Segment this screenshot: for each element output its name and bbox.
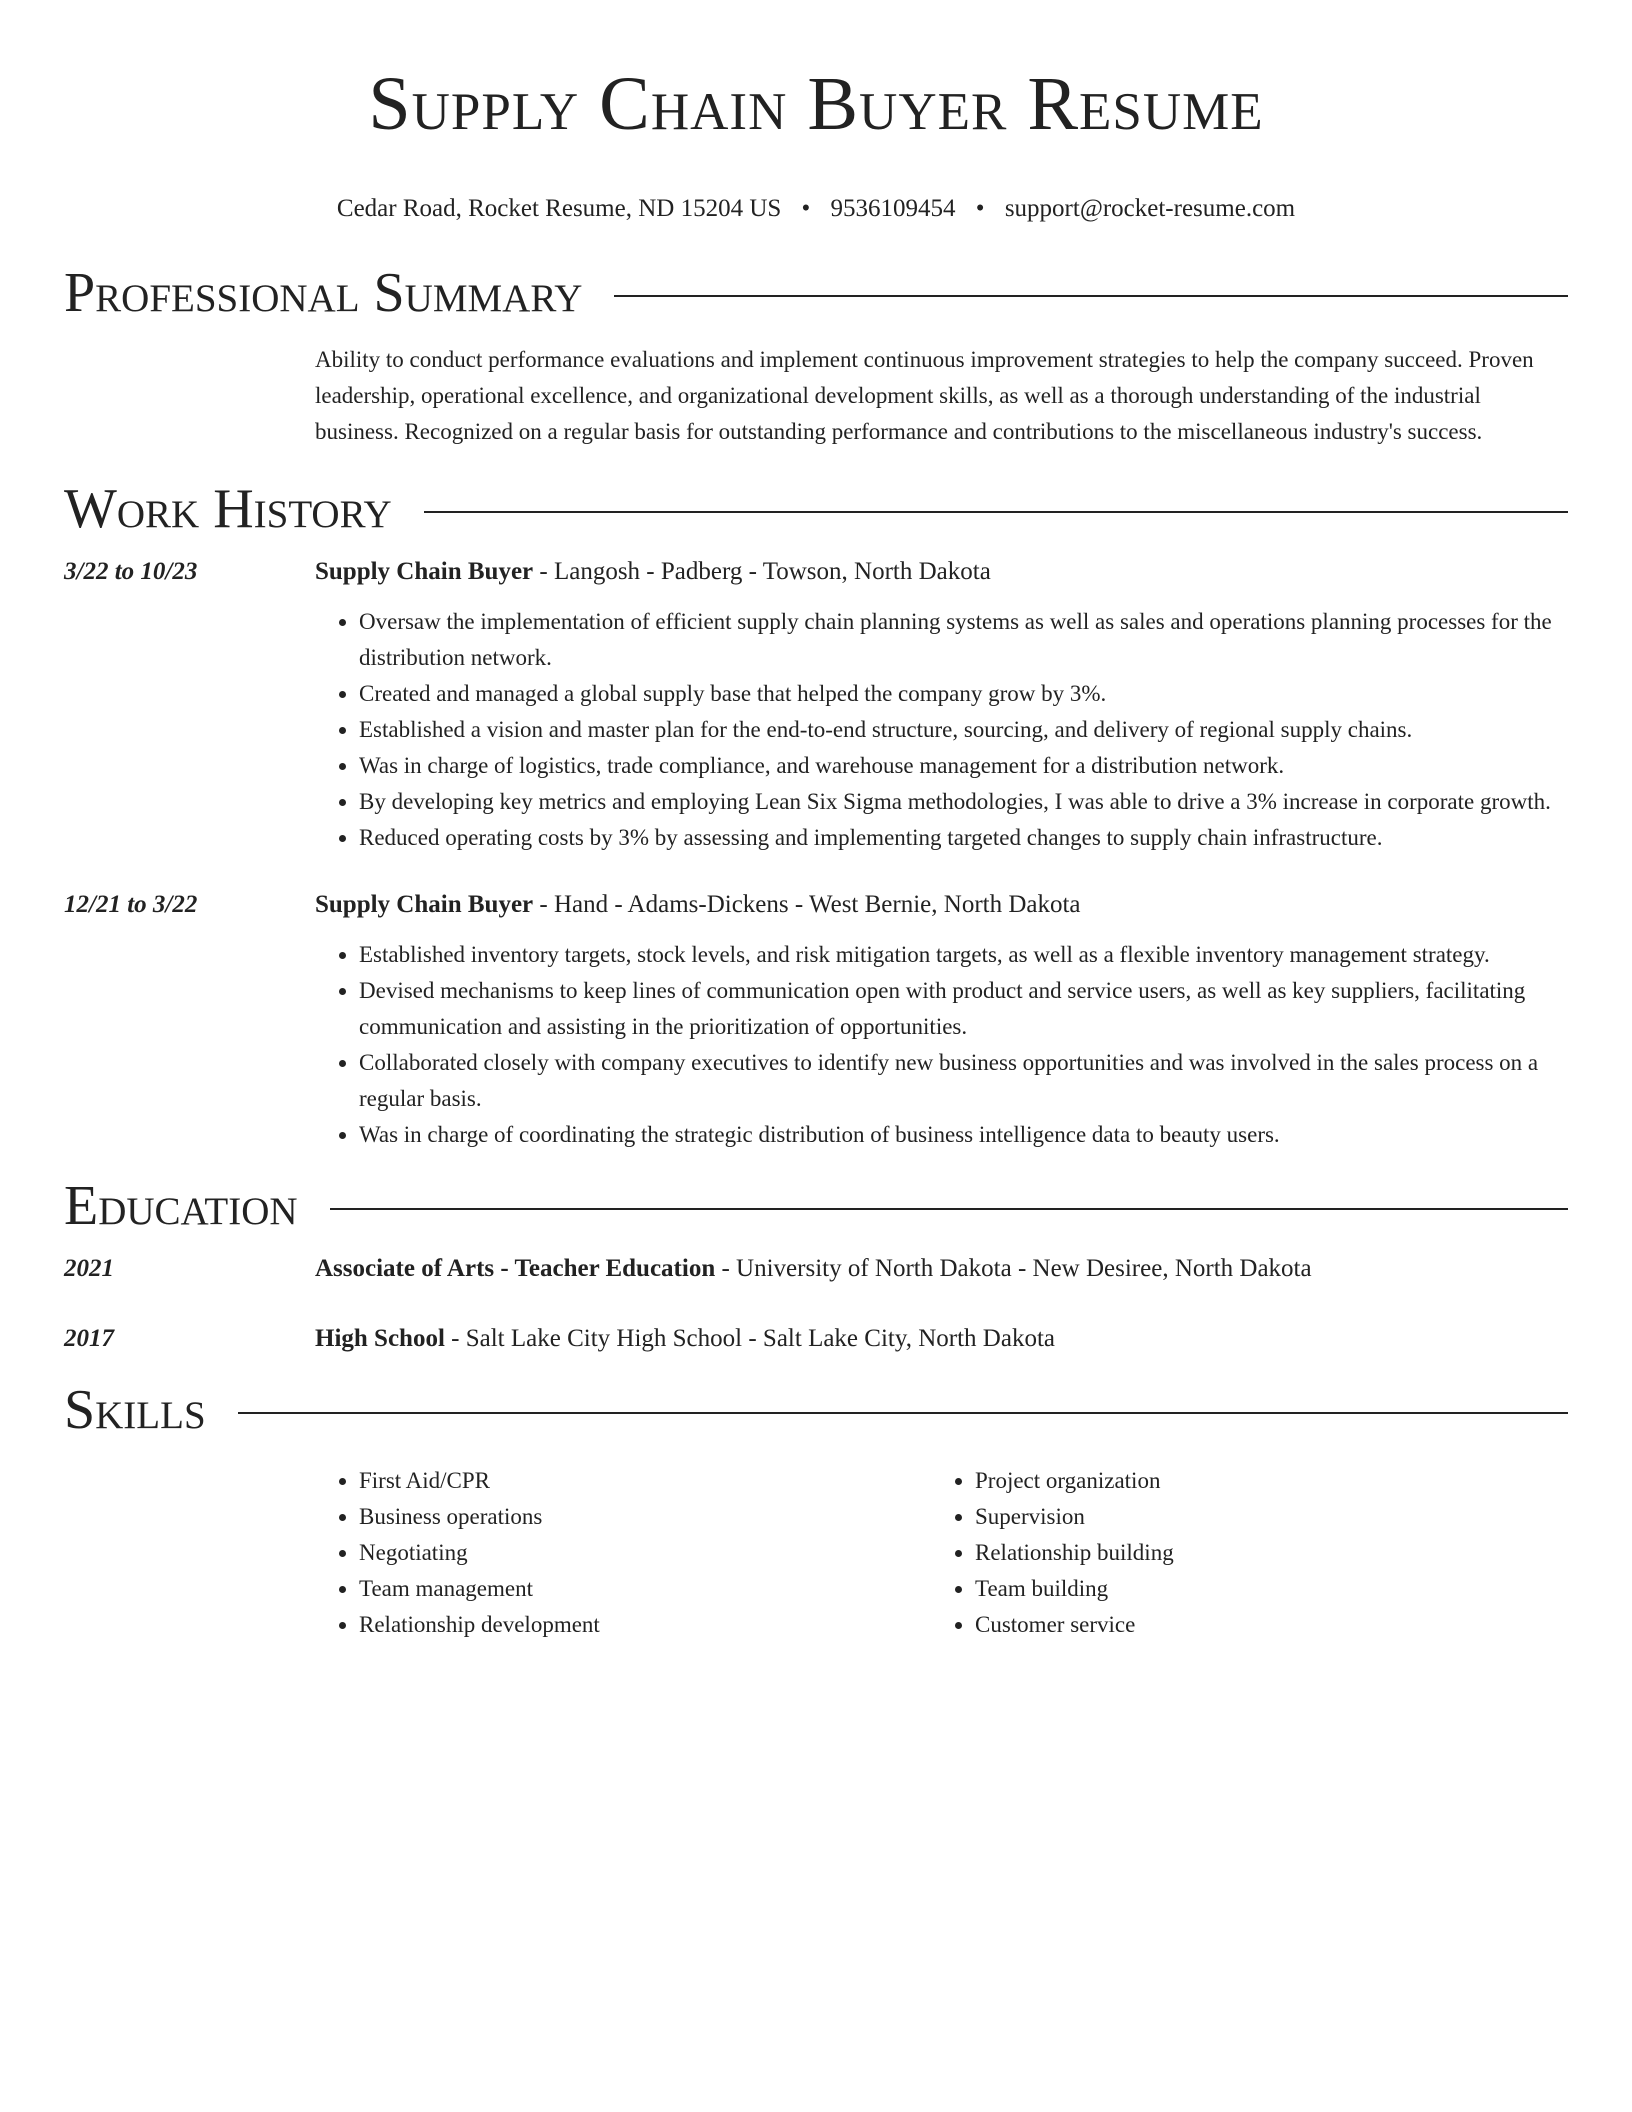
skill-item: • Business operations: [359, 1499, 931, 1535]
section-divider: [238, 1412, 1568, 1414]
section-divider: [424, 511, 1568, 513]
education-header: [315, 1251, 1568, 1287]
skill-item: • Project organization: [975, 1463, 1547, 1499]
job-header: [315, 887, 1568, 923]
job-bullet: • By developing key metrics and employing Lean Six Sigma methodologies, I was able to drive a 3% increase in corporate growth.: [359, 784, 1568, 820]
skill-item: • Relationship development: [359, 1607, 931, 1643]
education-header: [315, 1321, 1568, 1357]
section-title-education: Education: [64, 1175, 298, 1237]
education-entry: [64, 1321, 1568, 1357]
job-title: Supply Chain Buyer: [315, 558, 534, 585]
contact-separator: •: [975, 195, 985, 222]
skill-item: • First Aid/CPR: [359, 1463, 931, 1499]
contact-separator: •: [801, 195, 811, 222]
education-details: - University of North Dakota - New Desiree, North Dakota: [715, 1255, 1312, 1282]
education-degree: High School: [315, 1325, 445, 1352]
job-bullets: [315, 937, 1568, 1153]
job-body: [315, 887, 1568, 1153]
education-body: [315, 1321, 1568, 1357]
summary-text: Ability to conduct performance evaluations and implement continuous improvement strategies to help the company succeed. Proven leadership, operational excellence, and organizational development skills, as well as a thorough understanding of the industrial business. Recognized on a regular basis for outstanding performance and contributions to the miscellaneous industry's success.: [315, 347, 1534, 444]
job-details: - Hand - Adams-Dickens - West Bernie, North Dakota: [533, 891, 1081, 918]
contact-address: Cedar Road, Rocket Resume, ND 15204 US: [336, 195, 782, 222]
job-dates: 3/22 to 10/23: [64, 558, 198, 585]
section-header-education: [64, 1175, 1568, 1237]
education-body: [315, 1251, 1568, 1287]
section-header-summary: [64, 262, 1568, 324]
section-title-skills: Skills: [64, 1379, 206, 1441]
job-bullet: • Was in charge of logistics, trade compliance, and warehouse management for a distribution network.: [359, 748, 1568, 784]
resume-page: [64, 0, 1568, 1643]
job-bullet: • Reduced operating costs by 3% by assessing and implementing targeted changes to supply chain infrastructure.: [359, 820, 1568, 856]
job-bullet: • Created and managed a global supply base that helped the company grow by 3%.: [359, 676, 1568, 712]
job-header: [315, 554, 1568, 590]
job-title: Supply Chain Buyer: [315, 891, 534, 918]
section-divider: [614, 295, 1568, 297]
education-year: 2017: [64, 1325, 114, 1352]
education-details: - Salt Lake City High School - Salt Lake City, North Dakota: [444, 1325, 1055, 1352]
job-entry: [64, 554, 1568, 856]
skill-item: • Team building: [975, 1571, 1547, 1607]
section-title-summary: Professional Summary: [64, 262, 583, 324]
section-header-skills: [64, 1379, 1568, 1441]
section-divider: [330, 1208, 1568, 1210]
resume-title: Supply Chain Buyer Resume: [368, 62, 1264, 146]
job-details: - Langosh - Padberg - Towson, North Dakota: [533, 558, 991, 585]
skill-item: • Team management: [359, 1571, 931, 1607]
job-bullet: • Established a vision and master plan for the end-to-end structure, sourcing, and delivery of regional supply chains.: [359, 712, 1568, 748]
job-body: [315, 554, 1568, 856]
job-bullet: • Collaborated closely with company executives to identify new business opportunities and was involved in the sales process on a regular basis.: [359, 1045, 1568, 1117]
job-bullet: • Oversaw the implementation of efficient supply chain planning systems as well as sales and operations planning processes for the distribution network.: [359, 604, 1568, 676]
education-degree: Associate of Arts - Teacher Education: [315, 1255, 716, 1282]
skill-item: • Relationship building: [975, 1535, 1547, 1571]
contact-line: [64, 194, 1568, 224]
job-bullet: • Established inventory targets, stock levels, and risk mitigation targets, as well as a flexible inventory management strategy.: [359, 937, 1568, 973]
section-title-work-history: Work History: [64, 478, 392, 540]
education-year: 2021: [64, 1255, 114, 1282]
contact-email: support@rocket-resume.com: [1004, 195, 1296, 222]
skill-item: • Customer service: [975, 1607, 1547, 1643]
contact-phone: 9536109454: [830, 195, 956, 222]
skills-column-right: [931, 1463, 1547, 1643]
section-header-work-history: [64, 478, 1568, 540]
skills-list: [315, 1463, 1568, 1643]
job-bullet: • Was in charge of coordinating the strategic distribution of business intelligence data to beauty users.: [359, 1117, 1568, 1153]
job-entry: [64, 887, 1568, 1153]
education-entry: [64, 1251, 1568, 1287]
job-bullet: • Devised mechanisms to keep lines of communication open with product and service users, as well as key suppliers, facilitating communication and assisting in the prioritization of opportunities.: [359, 973, 1568, 1045]
job-bullets: [315, 604, 1568, 856]
skill-item: • Supervision: [975, 1499, 1547, 1535]
skills-column-left: [315, 1463, 931, 1643]
job-dates: 12/21 to 3/22: [64, 891, 198, 918]
skill-item: • Negotiating: [359, 1535, 931, 1571]
